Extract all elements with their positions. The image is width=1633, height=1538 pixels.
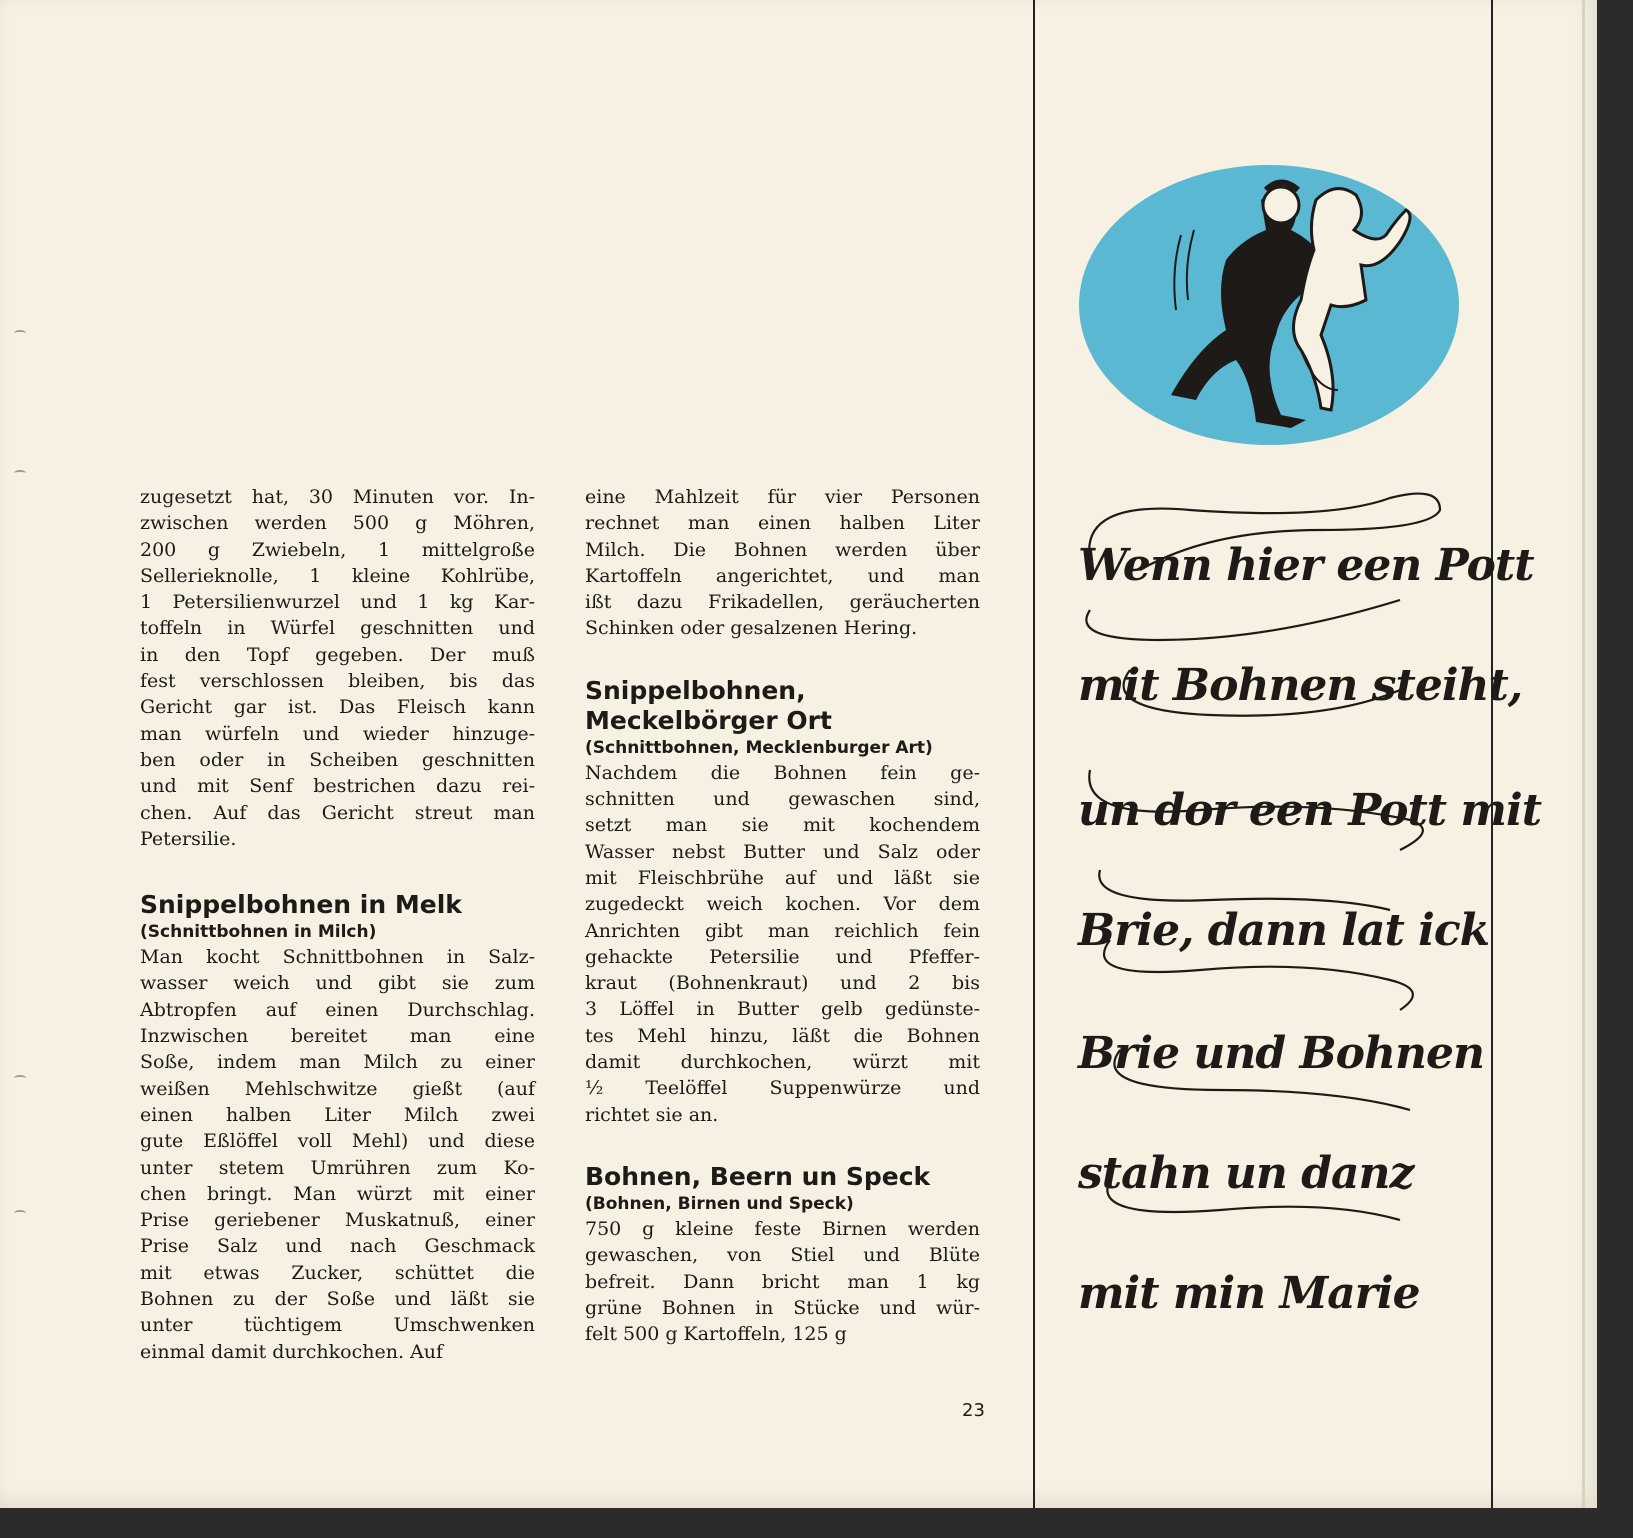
recipe-title: Snippelbohnen in Melk — [140, 890, 462, 920]
text-line: zugesetzt hat, 30 Minuten vor. In- — [140, 486, 535, 508]
text-line: ½ Teelöffel Suppenwürze und — [585, 1077, 980, 1100]
text-line: man würfeln und wieder hinzuge- — [140, 722, 535, 745]
text-line: in den Topf gegeben. Der muß — [140, 643, 535, 666]
text-line: felt 500 g Kartoffeln, 125 g — [585, 1323, 847, 1346]
text-line: mit Fleischbrühe auf und läßt sie — [585, 866, 980, 889]
text-line: 750 g kleine feste Birnen werden — [585, 1217, 980, 1240]
text-line: ben oder in Scheiben geschnitten — [140, 748, 535, 771]
verse-line: Brie, dann lat ick — [1078, 905, 1490, 956]
column-divider-left — [1033, 0, 1035, 1508]
text-line: gehackte Petersilie und Pfeffer- — [585, 945, 980, 968]
text-line: Gericht gar ist. Das Fleisch kann — [140, 696, 535, 719]
text-line: gute Eßlöffel voll Mehl) und diese — [140, 1130, 535, 1153]
text-line: 1 Petersilienwurzel und 1 kg Kar- — [140, 591, 535, 614]
binding-mark — [14, 1210, 26, 1216]
text-line: gewaschen, von Stiel und Blüte — [585, 1244, 980, 1267]
text-line: Petersilie. — [140, 827, 237, 850]
recipe-title: Bohnen, Beern un Speck — [585, 1161, 931, 1191]
binding-mark — [14, 1075, 26, 1081]
verse-line: Wenn hier een Pott — [1078, 540, 1534, 591]
text-line: unter tüchtigem Umschwenken — [140, 1314, 535, 1337]
text-line: schnitten und gewaschen sind, — [585, 788, 980, 811]
text-line: Soße, indem man Milch zu einer — [140, 1051, 535, 1074]
text-line: Sellerieknolle, 1 kleine Kohlrübe, — [140, 564, 535, 587]
text-line: 3 Löffel in Butter gelb gedünste- — [585, 998, 980, 1021]
text-line: einen halben Liter Milch zwei — [140, 1103, 535, 1126]
text-line: rechnet man einen halben Liter — [585, 512, 980, 535]
text-line: Kartoffeln angerichtet, und man — [585, 564, 980, 587]
verse-line: mit min Marie — [1078, 1268, 1420, 1319]
calligraphy-flourishes — [1070, 490, 1490, 1350]
text-line: einmal damit durchkochen. Auf — [140, 1340, 444, 1363]
text-line: unter stetem Umrühren zum Ko- — [140, 1156, 535, 1179]
text-line: ißt dazu Frikadellen, geräucherten — [585, 591, 980, 614]
text-line: tes Mehl hinzu, läßt die Bohnen — [585, 1024, 980, 1047]
text-line: kraut (Bohnenkraut) und 2 bis — [585, 972, 980, 995]
verse-line: stahn un danz — [1078, 1148, 1414, 1199]
recipe-title-line1: Snippelbohnen, — [585, 675, 806, 705]
text-line: zugedeckt weich kochen. Vor dem — [585, 893, 980, 916]
page-number: 23 — [962, 1400, 985, 1421]
text-line: Inzwischen bereitet man eine — [140, 1025, 535, 1048]
text-line: Man kocht Schnittbohnen in Salz- — [140, 946, 535, 969]
text-line: befreit. Dann bricht man 1 kg — [585, 1270, 980, 1293]
text-line: Bohnen zu der Soße und läßt sie — [140, 1288, 535, 1311]
text-line: und mit Senf bestrichen dazu rei- — [140, 775, 535, 798]
binding-mark — [14, 470, 26, 476]
text-column-1 — [140, 484, 535, 1365]
text-line: toffeln in Würfel geschnitten und — [140, 617, 535, 640]
text-line: setzt man sie mit kochendem — [585, 814, 980, 837]
col1-intro-paragraph — [140, 484, 535, 852]
text-line: Anrichten gibt man reichlich fein — [585, 919, 980, 942]
text-line: Nachdem die Bohnen fein ge- — [585, 761, 980, 784]
text-line: chen. Auf das Gericht streut man — [140, 801, 535, 824]
binding-mark — [14, 330, 26, 336]
recipe-body — [140, 944, 535, 1365]
verse-line: un dor een Pott mit — [1078, 785, 1542, 836]
recipe-title-line2: Meckelbörger Ort — [585, 705, 832, 735]
text-line: Wasser nebst Butter und Salz oder — [585, 840, 980, 863]
text-line: Prise Salz und nach Geschmack — [140, 1235, 535, 1258]
text-line: richtet sie an. — [585, 1103, 719, 1126]
text-line: Prise geriebener Muskatnuß, einer — [140, 1209, 535, 1232]
recipe-subtitle: (Bohnen, Birnen und Speck) — [585, 1193, 854, 1214]
recipe-subtitle: (Schnittbohnen, Mecklenburger Art) — [585, 737, 933, 758]
text-line: Abtropfen auf einen Durchschlag. — [140, 998, 535, 1021]
text-line: grüne Bohnen in Stücke und wür- — [585, 1296, 980, 1319]
column-divider-right — [1491, 0, 1493, 1508]
text-line: damit durchkochen, würzt mit — [585, 1051, 980, 1074]
col2-intro-paragraph — [585, 484, 980, 642]
text-line: Milch. Die Bohnen werden über — [585, 538, 980, 561]
text-line: 200 g Zwiebeln, 1 mittelgroße — [140, 538, 535, 561]
text-line: weißen Mehlschwitze gießt (auf — [140, 1077, 535, 1100]
verse-line: mit Bohnen steiht, — [1078, 660, 1523, 711]
text-line: zwischen werden 500 g Möhren, — [140, 512, 535, 535]
verse-line: Brie und Bohnen — [1078, 1028, 1484, 1079]
recipe-subtitle: (Schnittbohnen in Milch) — [140, 922, 377, 943]
text-line: Schinken oder gesalzenen Hering. — [585, 617, 918, 640]
recipe-body — [585, 760, 980, 1128]
recipe-body — [585, 1216, 980, 1347]
text-line: fest verschlossen bleiben, bis das — [140, 670, 535, 693]
page-edge — [1582, 0, 1585, 1508]
text-line: mit etwas Zucker, schüttet die — [140, 1261, 535, 1284]
text-line: chen bringt. Man würzt mit einer — [140, 1182, 535, 1205]
text-line: eine Mahlzeit für vier Personen — [585, 486, 980, 508]
text-line: wasser weich und gibt sie zum — [140, 972, 535, 995]
text-column-2 — [585, 484, 980, 1347]
dancing-couple-illustration-icon — [1076, 160, 1466, 460]
